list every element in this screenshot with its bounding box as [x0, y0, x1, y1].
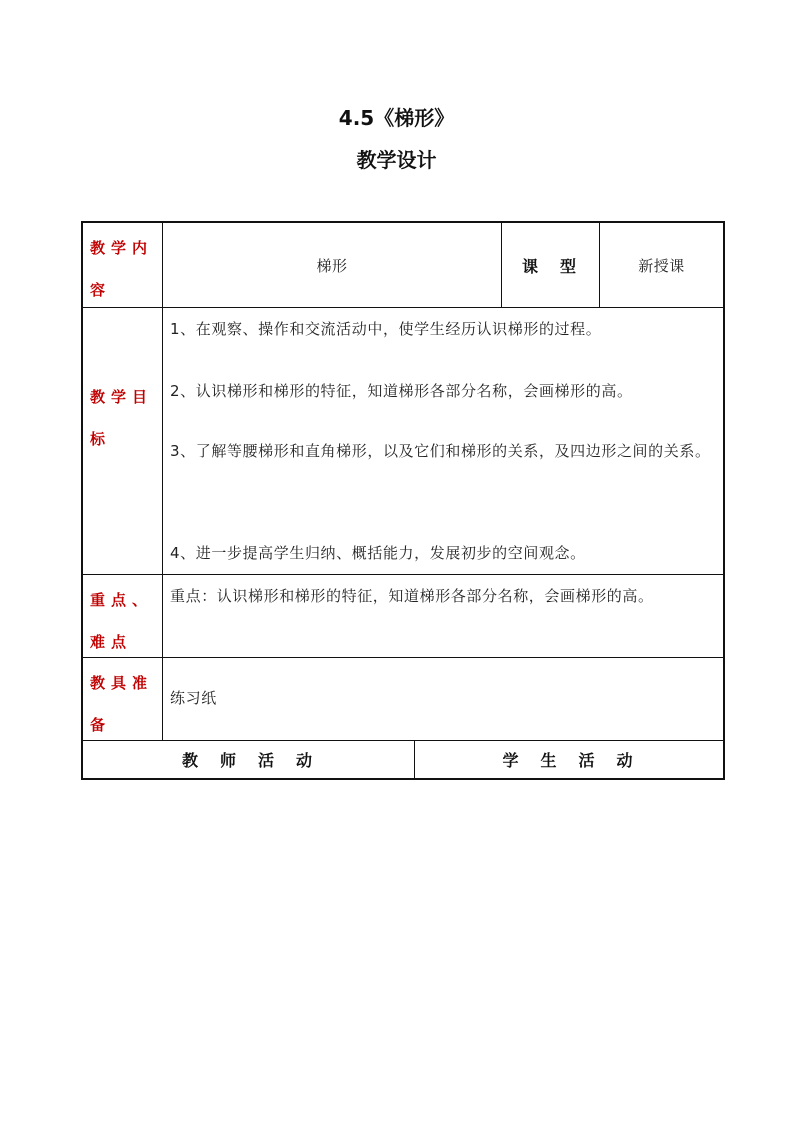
content-value: 梯形 — [316, 256, 348, 275]
type-label: 课 型 — [521, 256, 579, 276]
keypoints-label-cell — [83, 575, 162, 657]
type-label-cell — [501, 223, 599, 307]
materials-value: 练习纸 — [170, 689, 217, 707]
document-subtitle: 教学设计 — [356, 148, 437, 172]
keypoints-label: 重点、难点 — [90, 591, 154, 651]
materials-value-cell — [162, 658, 723, 740]
goal-item-2: 2、认识梯形和梯形的特征，知道梯形各部分名称，会画梯形的高。 — [170, 382, 633, 400]
keypoints-value: 重点：认识梯形和梯形的特征，知道梯形各部分名称，会画梯形的高。 — [170, 587, 654, 605]
lesson-plan-table — [81, 221, 725, 780]
student-activity-label: 学 生 活 动 — [502, 751, 636, 770]
goals-label: 教学目标 — [90, 388, 154, 448]
goals-value-cell — [162, 308, 723, 574]
content-value-cell — [162, 223, 501, 307]
type-value-cell — [599, 223, 723, 307]
keypoints-value-cell — [162, 575, 723, 657]
document-title: 4.5《梯形》 — [338, 106, 455, 130]
materials-label-cell — [83, 658, 162, 740]
goals-row — [83, 307, 723, 574]
type-value: 新授课 — [638, 256, 685, 275]
keypoints-row — [83, 574, 723, 657]
teacher-activity-label: 教 师 活 动 — [181, 751, 315, 770]
goal-item-3: 3、了解等腰梯形和直角梯形，以及它们和梯形的关系，及四边形之间的关系。 — [170, 442, 711, 460]
goal-item-4: 4、进一步提高学生归纳、概括能力，发展初步的空间观念。 — [170, 544, 586, 562]
materials-label: 教具准备 — [90, 674, 154, 734]
content-label: 教学内容 — [90, 239, 154, 299]
goals-label-cell — [83, 308, 162, 574]
content-row — [83, 223, 723, 307]
materials-row — [83, 657, 723, 740]
content-label-cell — [83, 223, 162, 307]
student-activity-cell — [414, 741, 723, 778]
goal-item-1: 1、在观察、操作和交流活动中，使学生经历认识梯形的过程。 — [170, 320, 602, 338]
activity-header-row — [83, 740, 723, 778]
teacher-activity-cell — [83, 741, 414, 778]
